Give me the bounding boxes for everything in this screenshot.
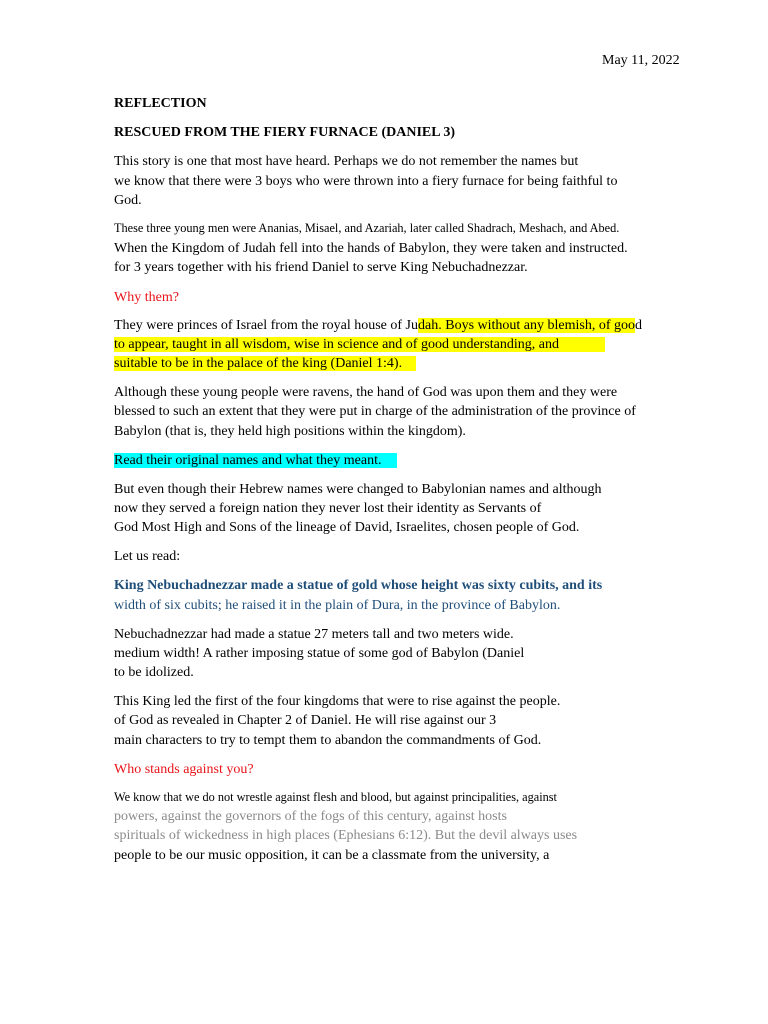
question-who-stands: Who stands against you? bbox=[114, 762, 254, 777]
para7-line3: main characters to try to tempt them to abandon the commandments of God. bbox=[114, 733, 542, 748]
heading: REFLECTION bbox=[114, 96, 207, 111]
para4-line2: blessed to such an extent that they were put in charge of the administration of the province of bbox=[114, 404, 636, 419]
title: RESCUED FROM THE FIERY FURNACE (DANIEL 3) bbox=[114, 125, 455, 140]
para3-line2 bbox=[114, 335, 605, 354]
para2-small: These three young men were Ananias, Misael, and Azariah, later called Shadrach, Meshach, and Abed. bbox=[114, 221, 620, 235]
para6-line3: to be idolized. bbox=[114, 665, 194, 680]
para7-line2: of God as revealed in Chapter 2 of Daniel. He will rise against our 3 bbox=[114, 713, 497, 728]
para8-line4: people to be our music opposition, it can be a classmate from the university, a bbox=[114, 848, 550, 863]
para8-line3: spirituals of wickedness in high places (Ephesians 6:12). But the devil always uses bbox=[114, 828, 578, 843]
para4-line1: Although these young people were ravens, the hand of God was upon them and they were bbox=[114, 385, 618, 400]
para6-line2: medium width! A rather imposing statue of some god of Babylon (Daniel bbox=[114, 646, 525, 661]
para3-line1-plain: They were princes of Israel from the royal house of Ju bbox=[114, 318, 419, 333]
para3-line2-highlight: to appear, taught in all wisdom, wise in science and of good understanding, and bbox=[114, 337, 605, 352]
para5-line1: But even though their Hebrew names were changed to Babylonian names and although bbox=[114, 482, 602, 497]
cyan-note bbox=[114, 451, 397, 470]
para3-line3 bbox=[114, 354, 416, 373]
document-date: May 11, 2022 bbox=[602, 53, 680, 68]
para3-line1-highlight: dah. Boys without any blemish, of goo bbox=[418, 318, 636, 333]
verse-line1: King Nebuchadnezzar made a statue of gold whose height was sixty cubits, and its bbox=[114, 578, 603, 593]
para3-line1 bbox=[114, 316, 642, 335]
para5-line2: now they served a foreign nation they never lost their identity as Servants of bbox=[114, 501, 542, 516]
let-us-read: Let us read: bbox=[114, 549, 181, 564]
para3-line3-highlight: suitable to be in the palace of the king (Daniel 1:4). bbox=[114, 356, 416, 371]
verse-line2: width of six cubits; he raised it in the plain of Dura, in the province of Babylon. bbox=[114, 598, 561, 613]
para2-line1: When the Kingdom of Judah fell into the hands of Babylon, they were taken and instructed. bbox=[114, 241, 628, 256]
para7-line1: This King led the first of the four kingdoms that were to rise against the people. bbox=[114, 694, 561, 709]
para6-line1: Nebuchadnezzar had made a statue 27 meters tall and two meters wide. bbox=[114, 627, 514, 642]
para2-line2: for 3 years together with his friend Daniel to serve King Nebuchadnezzar. bbox=[114, 260, 528, 275]
cyan-note-text: Read their original names and what they meant. bbox=[114, 453, 397, 468]
para4-line3: Babylon (that is, they held high positions within the kingdom). bbox=[114, 424, 466, 439]
para5-line3: God Most High and Sons of the lineage of David, Israelites, chosen people of God. bbox=[114, 520, 580, 535]
para1-line2: we know that there were 3 boys who were thrown into a fiery furnace for being faithful to bbox=[114, 174, 618, 189]
para1-line1: This story is one that most have heard. Perhaps we do not remember the names but bbox=[114, 154, 579, 169]
para3-line1-end: d bbox=[635, 318, 643, 333]
question-why-them: Why them? bbox=[114, 290, 179, 305]
para8-line2: powers, against the governors of the fogs of this century, against hosts bbox=[114, 809, 507, 824]
para1-line3: God. bbox=[114, 193, 142, 208]
para8-line1: We know that we do not wrestle against flesh and blood, but against principalities, against bbox=[114, 790, 557, 804]
